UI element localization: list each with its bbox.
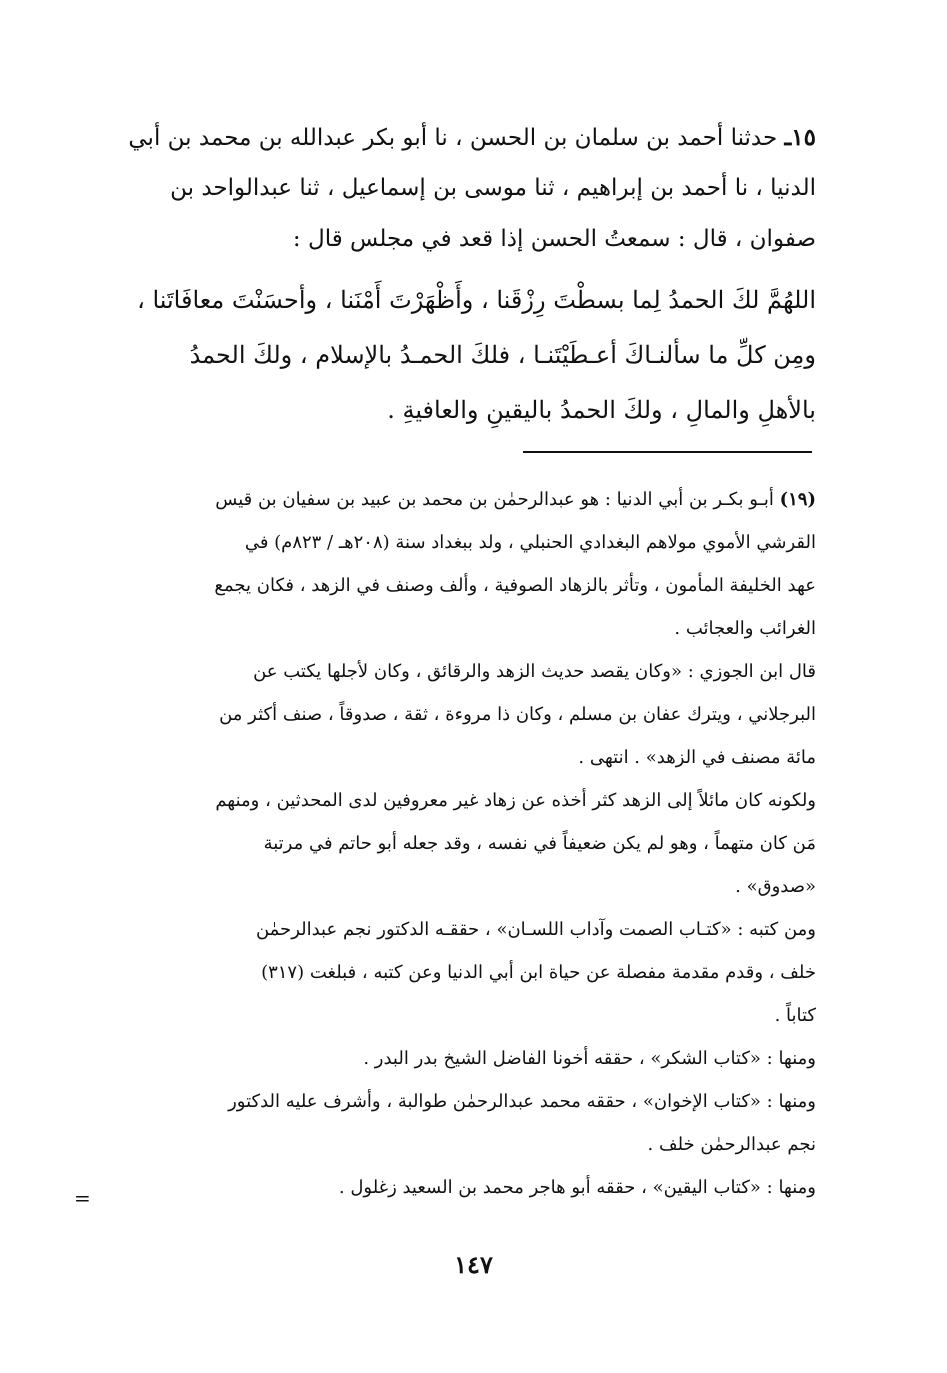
prayer-line: بالأهلِ والمالِ ، ولكَ الحمدُ باليقينِ والعافيةِ . bbox=[387, 396, 816, 424]
footnote-line: (١٩) أبـو بكـر بن أبي الدنيا : هو عبدالرحمٰن بن محمد بن عبيد بن سفيان بن قيس bbox=[215, 489, 816, 510]
hadith-number: ١٥ـ bbox=[784, 124, 816, 151]
footnote-number: (١٩) bbox=[779, 489, 816, 510]
prayer-line: ومِن كلِّ ما سألنـاكَ أعـطَيْتَنـا ، فلكَ الحمـدُ بالإسلام ، ولكَ الحمدُ bbox=[189, 341, 816, 369]
footnote-line: نجم عبدالرحمٰن خلف . bbox=[647, 1134, 816, 1155]
footnote-line: مائة مصنف في الزهد» . انتهى . bbox=[578, 747, 816, 768]
footnote-line: ولكونه كان مائلاً إلى الزهد كثر أخذه عن زهاد غير معروفين لدى المحدثين ، ومنهم bbox=[215, 790, 816, 811]
prayer-line: اللهُمَّ لكَ الحمدُ لِما بسطْتَ رِزْقَنا ، وأَظْهَرْتَ أَمْنَنا ، وأحسَنْتَ معافَاتَنا ، bbox=[137, 286, 816, 314]
footnote-divider bbox=[523, 451, 812, 453]
footnote-line: الغرائب والعجائب . bbox=[674, 618, 816, 639]
footnote-paragraph bbox=[110, 1166, 816, 1209]
footnote-line: عهد الخليفة المأمون ، وتأثر بالزهاد الصوفية ، وألف وصنف في الزهد ، فكان يجمع bbox=[214, 575, 816, 596]
footnote-line: ومن كتبه : «كتـاب الصمت وآداب اللسـان» ، حققـه الدكتور نجم عبدالرحمٰن bbox=[255, 919, 816, 940]
footnote-paragraph bbox=[110, 908, 816, 1037]
prayer-text bbox=[110, 273, 816, 438]
footnote-line: ومنها : «كتاب الشكر» ، حققه أخونا الفاضل الشيخ بدر البدر . bbox=[363, 1048, 816, 1069]
footnote-line: خلف ، وقدم مقدمة مفصلة عن حياة ابن أبي الدنيا وعن كتبه ، فبلغت (٣١٧) bbox=[261, 962, 816, 983]
footnote-line: كتاباً . bbox=[774, 1005, 816, 1026]
footnote-paragraph bbox=[110, 650, 816, 779]
footnote-section bbox=[110, 478, 816, 1209]
footnote-line: قال ابن الجوزي : «وكان يقصد حديث الزهد والرقائق ، وكان لأجلها يكتب عن bbox=[253, 661, 816, 682]
hadith-line: الدنيا ، نا أحمد بن إبراهيم ، ثنا موسى بن إسماعيل ، ثنا عبدالواحد بن bbox=[170, 175, 816, 201]
footnote-paragraph bbox=[110, 1080, 816, 1166]
page-number: ١٤٧ bbox=[454, 1250, 493, 1279]
footnote-paragraph bbox=[110, 478, 816, 650]
hadith-line: ١٥ـ حدثنا أحمد بن سلمان بن الحسن ، نا أبو بكر عبدالله بن محمد بن أبي bbox=[128, 124, 816, 151]
footnote-line: مَن كان متهماً ، وهو لم يكن ضعيفاً في نفسه ، وقد جعله أبو حاتم في مرتبة bbox=[263, 833, 816, 854]
hadith-line: صفوان ، قال : سمعتُ الحسن إذا قعد في مجلس قال : bbox=[292, 226, 816, 252]
footnote-paragraph bbox=[110, 1037, 816, 1080]
footnote-paragraph bbox=[110, 779, 816, 908]
continuation-mark: = bbox=[74, 1186, 91, 1210]
hadith-text bbox=[110, 112, 816, 438]
footnote-line: القرشي الأموي مولاهم البغدادي الحنبلي ، ولد ببغداد سنة (٢٠٨هـ / ٨٢٣م) في bbox=[244, 532, 816, 553]
footnote-line: ومنها : «كتاب الإخوان» ، حققه محمد عبدالرحمٰن طوالبة ، وأشرف عليه الدكتور bbox=[228, 1091, 816, 1112]
footnote-line: ومنها : «كتاب اليقين» ، حققه أبو هاجر محمد بن السعيد زغلول . bbox=[338, 1177, 816, 1198]
footnote-line: البرجلاني ، ويترك عفان بن مسلم ، وكان ذا مروءة ، ثقة ، صدوقاً ، صنف أكثر من bbox=[219, 704, 816, 725]
footnote-line: «صدوق» . bbox=[735, 876, 816, 897]
